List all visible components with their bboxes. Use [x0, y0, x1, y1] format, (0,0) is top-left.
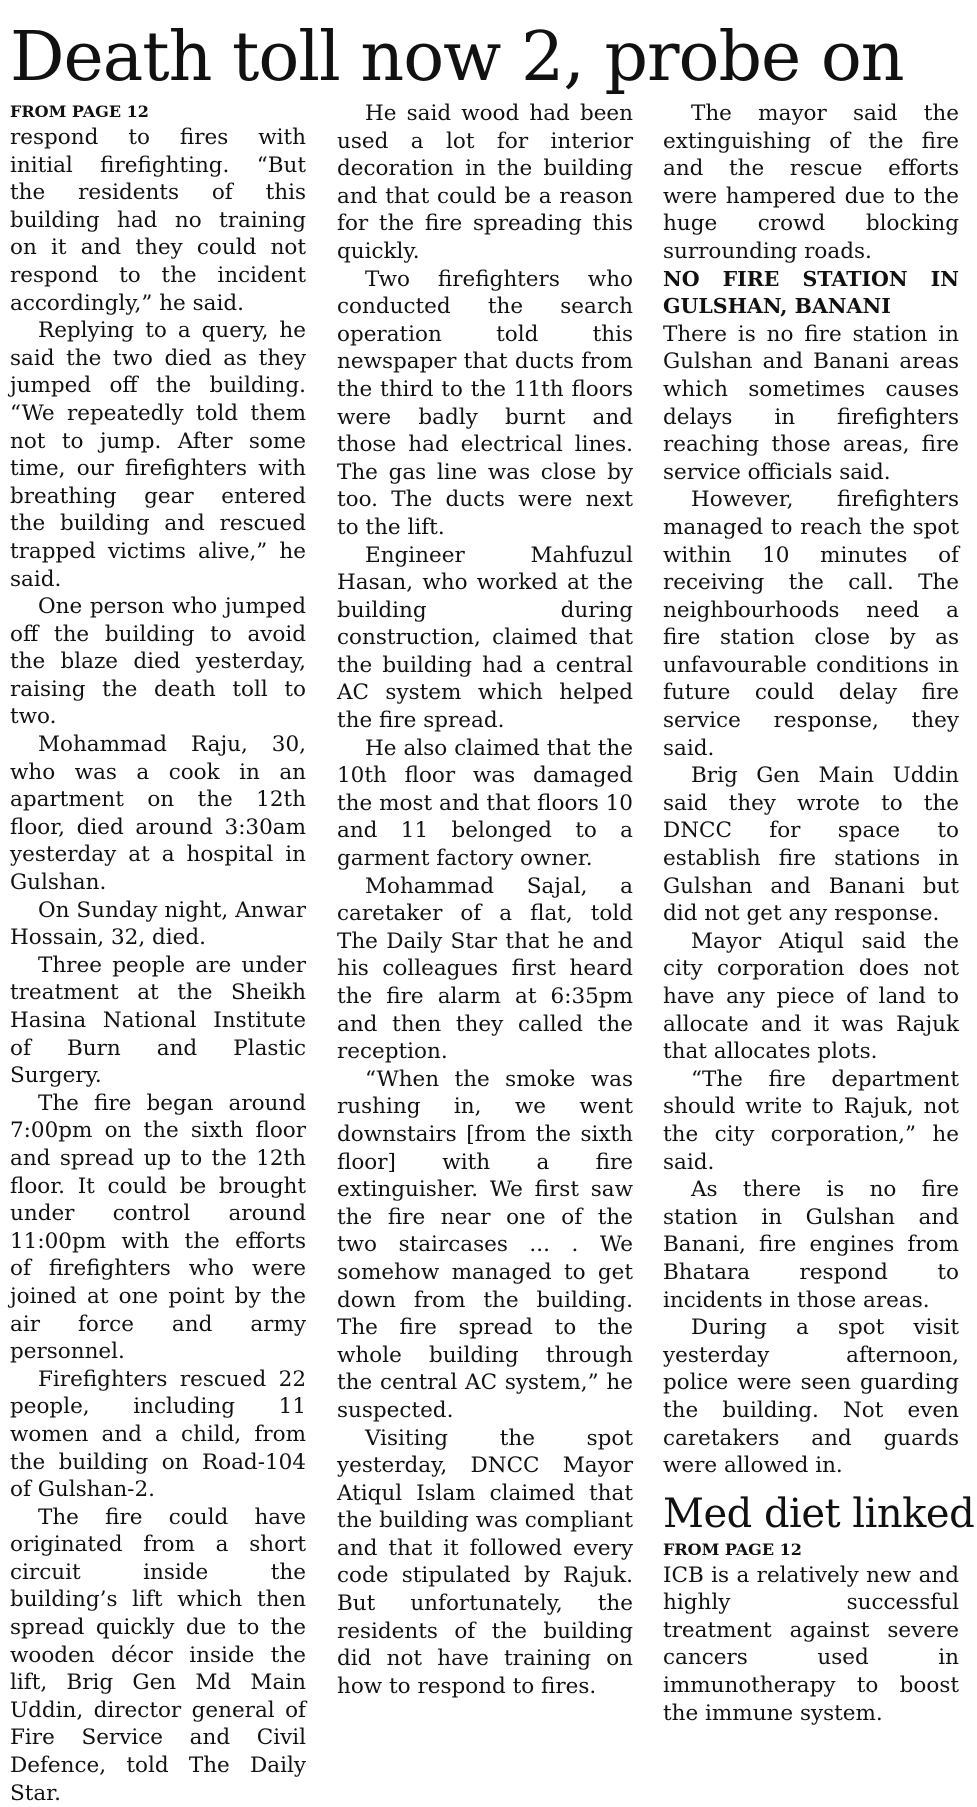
paragraph: However, firefighters managed to reach the spot within 10 minutes of receiving the call. The neighbourhoods need a fire station close by as unfavourable conditions in future could delay fire service response, they said. — [663, 487, 959, 761]
jump-kicker: FROM PAGE 12 — [10, 102, 149, 121]
paragraph: The fire could have originated from a short circuit inside the building’s lift which then spread quickly due to the wooden décor inside the lift, Brig Gen Md Main Uddin, director general of Fire Service and Civil Defence, told The Daily Star. — [10, 1504, 306, 1806]
paragraph: The fire began around 7:00pm on the sixth floor and spread up to the 12th floor. It could be brought under control around 11:00pm with the efforts of firefighters who were joined at one point by the air force and army personnel. — [10, 1090, 306, 1365]
paragraph: Three people are under treatment at the Sheikh Hasina National Institute of Burn and Plastic Surgery. — [10, 952, 306, 1089]
paragraph: He said wood had been used a lot for interior decoration in the building and that could be a reason for the fire spreading this quickly. — [337, 101, 633, 264]
paragraph: Mohammad Sajal, a caretaker of a flat, told The Daily Star that he and his colleagues first heard the fire alarm at 6:35pm and then they called the reception. — [337, 873, 633, 1065]
paragraph: Two firefighters who conducted the search operation told this newspaper that ducts from the third to the 11th floors were badly burnt and those had electrical lines. The gas line was close by too. The ducts were next to the lift. — [337, 266, 633, 540]
paragraph: Firefighters rescued 22 people, including 11 women and a child, from the building on Road-104 of Gulshan-2. — [10, 1366, 306, 1503]
story-headline: Death toll now 2, probe on — [10, 18, 904, 97]
column-1 — [10, 100, 306, 1807]
paragraph: On Sunday night, Anwar Hossain, 32, died. — [10, 897, 306, 951]
paragraph: Visiting the spot yesterday, DNCC Mayor Atiqul Islam claimed that the building was compliant and that it followed every code stipulated by Rajuk. But unfortunately, the residents of the building did not have training on how to respond to fires. — [337, 1425, 633, 1699]
paragraph: ICB is a relatively new and highly successful treatment against severe cancers used in immunotherapy to boost the immune system. — [663, 1562, 959, 1726]
paragraph: The mayor said the extinguishing of the fire and the rescue efforts were hampered due to the huge crowd blocking surrounding roads. — [663, 101, 959, 264]
paragraph: Mohammad Raju, 30, who was a cook in an apartment on the 12th floor, died around 3:30am yesterday at a hospital in Gulshan. — [10, 732, 306, 896]
paragraph: There is no fire station in Gulshan and Banani areas which sometimes causes delays in firefighters reaching those areas, fire service officials said. — [663, 321, 959, 485]
column-3 — [663, 100, 975, 1727]
paragraph: Replying to a query, he said the two died as they jumped off the building. “We repeatedly told them not to jump. After some time, our firefighters with breathing gear entered the building and rescued trapped victims alive,” he said. — [10, 318, 306, 592]
paragraph: Mayor Atiqul said the city corporation does not have any piece of land to allocate and it was Rajuk that allocates plots. — [663, 928, 959, 1065]
second-story — [663, 1490, 975, 1728]
section-subhead: NO FIRE STATION IN GULSHAN, BANANI — [663, 266, 959, 319]
second-story-headline: Med diet linked — [663, 1490, 975, 1537]
paragraph: As there is no fire station in Gulshan and Banani, fire engines from Bhatara respond to incidents in those areas. — [663, 1177, 959, 1313]
paragraph: Brig Gen Main Uddin said they wrote to the DNCC for space to establish fire stations in Gulshan and Banani but did not get any response. — [663, 763, 959, 927]
paragraph: During a spot visit yesterday afternoon, police were seen guarding the building. Not even caretakers and guards were allowed in. — [663, 1315, 959, 1479]
paragraph: One person who jumped off the building to avoid the blaze died yesterday, raising the death toll to two. — [10, 594, 306, 730]
column-2 — [337, 100, 633, 1700]
paragraph: respond to fires with initial firefighting. “But the residents of this building had no training on it and they could not respond to the incident accordingly,” he said. — [10, 125, 306, 316]
paragraph: He also claimed that the 10th floor was damaged the most and that floors 10 and 11 belonged to a garment factory owner. — [337, 735, 633, 872]
paragraph: Engineer Mahfuzul Hasan, who worked at the building during construction, claimed that the building had a central AC system which helped the fire spread. — [337, 542, 633, 734]
paragraph: “When the smoke was rushing in, we went downstairs [from the sixth floor] with a fire extinguisher. We first saw the fire near one of the two staircases ... . We somehow managed to get down from the building. The fire spread to the whole building through the central AC system,” he suspected. — [337, 1066, 633, 1423]
second-story-kicker: FROM PAGE 12 — [663, 1539, 802, 1559]
paragraph: “The fire department should write to Rajuk, not the city corporation,” he said. — [663, 1066, 959, 1175]
